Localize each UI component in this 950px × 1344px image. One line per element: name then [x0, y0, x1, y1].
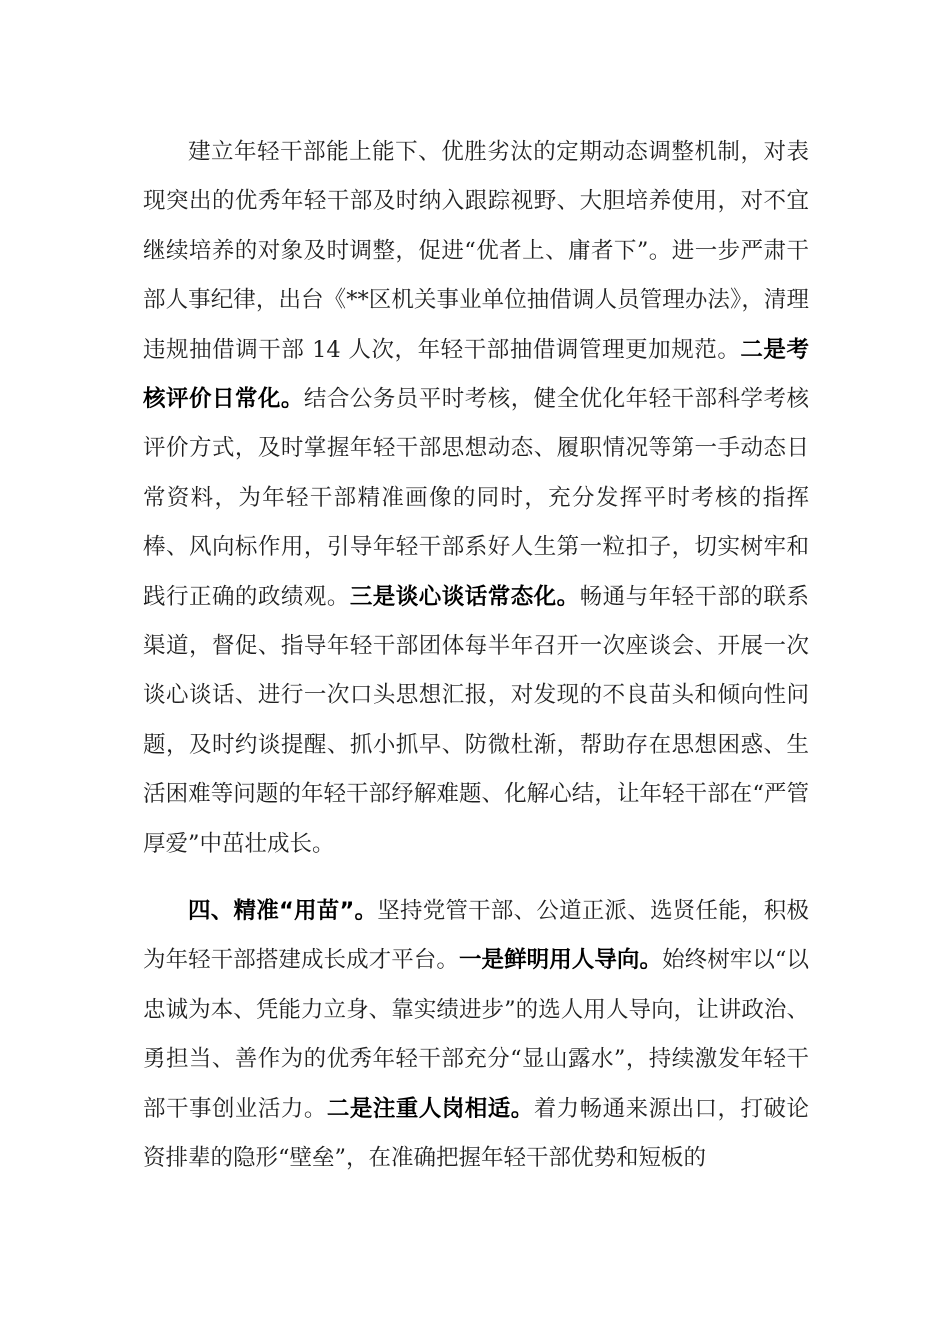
paragraph-text: 建立年轻干部能上能下、优胜劣汰的定期动态调整机制，对表现突出的优秀年轻干部及时纳入跟踪视野、大胆培养使用，对不宜继续培养的对象及时调整，促进“优者上、庸者下”。进一步严肃干部人事纪律，出台《**区机关事业单位抽借调人员管理办法》，清理违规抽借调干部 14 人次，年轻干部抽借调管理更加规范。 — [143, 139, 809, 363]
bold-heading: 三是谈心谈话常态化。 — [349, 583, 580, 610]
paragraph-text: 始终树牢以“以忠诚为本、凭能力立身、靠实绩进步”的选人用人导向，让讲政治、勇担当、善作为的优秀年轻干部充分“显山露水”，持续激发年轻干部干事创业活力。 — [143, 947, 809, 1122]
paragraph-text: 畅通与年轻干部的联系渠道，督促、指导年轻干部团体每半年召开一次座谈会、开展一次谈心谈话、进行一次口头思想汇报，对发现的不良苗头和倾向性问题，及时约谈提醒、抓小抓早、防微杜渐，帮助存在思想困惑、生活困难等问题的年轻干部纾解难题、化解心结，让年轻干部在“严管厚爱”中茁壮成长。 — [143, 583, 809, 857]
body-text-block — [143, 128, 809, 869]
paragraph-text: 着力畅通来源出口，打破论资排辈的隐形“壁垒”，在准确把握年轻干部优势和短板的 — [143, 1095, 809, 1172]
bold-heading: 一是鲜明用人导向。 — [458, 947, 663, 974]
body-text-block — [143, 887, 809, 1183]
bold-heading: 二是注重人岗相适。 — [326, 1095, 534, 1122]
bold-heading: 二是考核评价日常化。 — [143, 336, 809, 413]
paragraph-text: 结合公务员平时考核，健全优化年轻干部科学考核评价方式，及时掌握年轻干部思想动态、履职情况等第一手动态日常资料，为年轻干部精准画像的同时，充分发挥平时考核的指挥棒、风向标作用，引导年轻干部系好人生第一粒扣子，切实树牢和践行正确的政绩观。 — [143, 386, 809, 610]
section-heading: 四、精准“用苗”。 — [188, 898, 378, 924]
paragraph — [143, 128, 809, 869]
paragraph-text: 坚持党管干部、公道正派、选贤任能，积极为年轻干部搭建成长成才平台。 — [143, 898, 809, 974]
paragraph — [143, 887, 809, 1183]
